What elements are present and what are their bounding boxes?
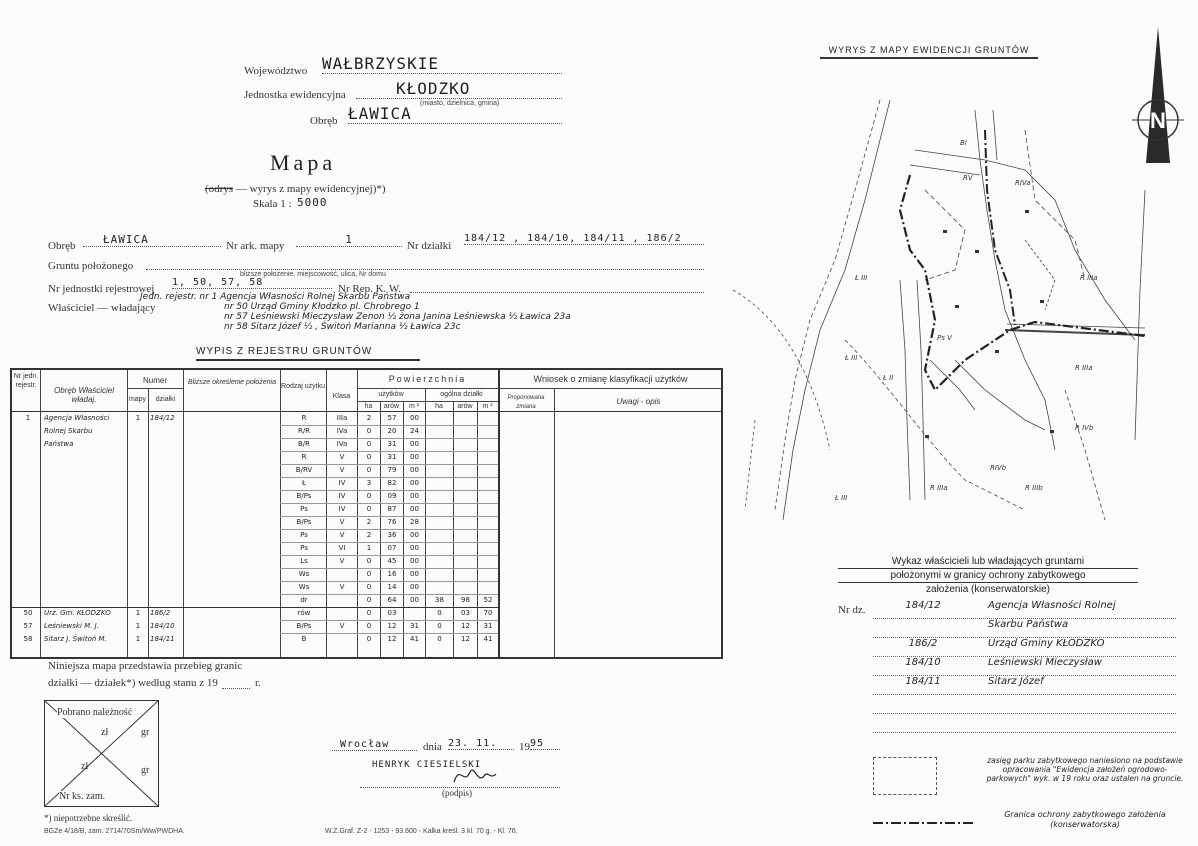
cell-m2: 41 <box>410 635 419 643</box>
gruntu-line <box>146 268 704 270</box>
pobrano-label: Pobrano należność <box>57 707 133 718</box>
cell-klasa: IV <box>338 479 346 487</box>
map-label: R IIIb <box>1025 484 1043 492</box>
row-line <box>280 568 498 569</box>
cell-oha: 0 <box>437 622 442 630</box>
cell-om2: 31 <box>483 622 493 630</box>
row-line <box>280 490 498 491</box>
map-label: Ps V <box>937 334 952 342</box>
sign-name: HENRYK CIESIELSKI <box>372 760 482 770</box>
map-label: RIVb <box>990 464 1007 472</box>
granic-line2: działki — działek*) według stanu z 19 <box>48 677 218 689</box>
col-sep <box>554 388 555 657</box>
cell-ha: 0 <box>366 596 372 604</box>
owners-title-3: założenia (konserwatorskie) <box>926 584 1050 595</box>
cell-m2: 28 <box>410 518 419 526</box>
cell-ha: 0 <box>366 583 372 591</box>
cell-wl: Agencja Własności <box>44 414 110 422</box>
cell-m2: 00 <box>410 544 419 552</box>
hdr-line <box>127 388 183 389</box>
cell-ha: 2 <box>366 531 372 539</box>
cell-rodzaj: Ł <box>302 479 306 487</box>
cell-ar: 82 <box>387 479 397 487</box>
map-label: R IIIa <box>1080 274 1098 282</box>
granic-year-line <box>222 687 250 689</box>
sign-date: 23. 11. <box>448 738 514 750</box>
cell-rodzaj: Ps <box>300 544 308 552</box>
cell-wl: Państwa <box>44 440 74 448</box>
cell-oha: 0 <box>437 609 442 617</box>
cell-m2: 31 <box>410 622 419 630</box>
owner-row <box>873 695 1176 714</box>
hdr-nr-jedn: Nr jedn. rejestr. <box>13 373 39 389</box>
map-heading: WYRYS Z MAPY EWIDENCJI GRUNTÓW <box>820 45 1038 59</box>
hdr-uwagi: Uwagi - opis <box>616 397 661 406</box>
cell-klasa: V <box>339 453 345 461</box>
cell-dz: 186/2 <box>150 609 171 617</box>
cell-wl: Urz. Gm. KŁODZKO <box>44 609 111 617</box>
cell-ar: 07 <box>387 544 397 552</box>
owners-title-2: położonymi w granicy ochrony zabytkowego <box>838 569 1138 583</box>
cell-ar: 31 <box>387 453 397 461</box>
jednostka-value: KŁODZKO <box>356 79 562 99</box>
owner-row <box>873 638 1176 657</box>
cell-oar: 03 <box>461 609 470 617</box>
col-sep <box>498 370 500 657</box>
row-line <box>280 633 498 634</box>
granic-end: r. <box>255 677 261 689</box>
cell-ha: 0 <box>366 440 372 448</box>
owner-line-1: Jedn. rejestr. nr 1 Agencja Własności Rolnej Skarbu Państwa <box>140 292 411 302</box>
cell-ar: 36 <box>387 531 397 539</box>
cell-rodzaj: Ls <box>300 557 308 565</box>
hdr-line <box>357 388 498 389</box>
hdr-obreb: Obręb Właściciel władaj. <box>53 386 114 404</box>
col-sep <box>183 370 184 657</box>
cell-ha: 0 <box>366 492 372 500</box>
cell-ha: 3 <box>366 479 372 487</box>
map-label: Ł III <box>835 494 848 502</box>
cell-m2: 00 <box>410 531 419 539</box>
row-line <box>280 425 498 426</box>
cell-wl: Leśniewski M. J. <box>44 622 99 630</box>
wlasciciel-label: Właściciel — władający <box>48 302 156 314</box>
hdr-ha: ha <box>364 403 373 410</box>
legend-boundary-text: Granica ochrony zabytkowego założenia (konserwatorska) <box>1004 810 1166 829</box>
owner-line-4: nr 58 Sitarz Józef ½ , Świtoń Marianna ½ Ławica 23c <box>224 322 461 332</box>
row-line <box>280 464 498 465</box>
hdr-klasa: Klasa <box>332 393 351 400</box>
cell-rodzaj: Ps <box>300 505 308 513</box>
dzialki-label: Nr działki <box>407 240 452 252</box>
cell-nr: 1 <box>25 414 31 422</box>
cell-oha: 38 <box>435 596 444 604</box>
cell-ar: 16 <box>387 570 397 578</box>
cell-m2: 00 <box>410 570 419 578</box>
cell-mapy: 1 <box>135 622 141 630</box>
cell-rodzaj: Ps <box>300 531 308 539</box>
cell-klasa: V <box>339 531 345 539</box>
cell-ha: 2 <box>366 414 372 422</box>
map-label: RV <box>963 174 973 182</box>
row-line <box>280 503 498 504</box>
cell-wl: Rolnej Skarbu <box>44 427 93 435</box>
owner-name: Urząd Gminy KŁODZKO <box>988 638 1105 649</box>
cell-ha: 0 <box>366 505 372 513</box>
owner-dz: 186/2 <box>908 638 938 649</box>
cell-om2: 41 <box>483 635 493 643</box>
cell-klasa: IIIa <box>336 414 348 422</box>
map-label: Ł II <box>883 374 894 382</box>
cell-klasa: V <box>339 518 345 526</box>
kw-label: Nr Rep. K. W. <box>338 283 401 295</box>
print-left: BGZe 4/18/B, zam. 2714/70Sm/Ww/PWDHA. <box>44 828 185 835</box>
owner-line-3: nr 57 Leśniewski Mieczysław Zenon ½ żona Janina Leśniewska ½ Ławica 23a <box>224 312 571 322</box>
owner-row <box>873 600 1176 619</box>
cell-m2: 24 <box>410 427 419 435</box>
cell-rodzaj: B/R <box>297 440 311 448</box>
dzialki-value: 184/12 , 184/10, 184/11 , 186/2 <box>464 233 704 245</box>
cell-oha: 0 <box>437 635 442 643</box>
cell-rodzaj: rów <box>297 609 311 617</box>
hdr-ogolna: ogólna działki <box>440 391 483 398</box>
cell-klasa: V <box>339 583 345 591</box>
cell-m2: 00 <box>410 440 419 448</box>
cell-klasa: IV <box>338 492 346 500</box>
cell-rodzaj: B/Ps <box>296 492 312 500</box>
cell-rodzaj: B/Ps <box>296 518 312 526</box>
cell-ar: 03 <box>387 609 397 617</box>
cell-ha: 0 <box>366 622 372 630</box>
legend-boundary-line <box>873 818 973 828</box>
hdr-dzialki: działki <box>155 396 176 403</box>
col-sep <box>280 370 281 657</box>
hdr-wniosek: Wniosek o zmianę klasyfikacji użytków <box>533 374 688 384</box>
jednostki-value: 1, 50, 57, 58 <box>172 277 332 289</box>
register-table <box>10 368 723 659</box>
nr-ks-label: Nr ks. zam. <box>59 791 106 802</box>
fee-stamp-box <box>44 700 159 807</box>
cell-rodzaj: B/Ps <box>296 622 312 630</box>
wojewodztwo-label: Województwo <box>244 65 308 77</box>
hdr-mapy: mapy <box>128 396 147 403</box>
owner-row <box>873 714 1176 733</box>
sign-dnia-label: dnia <box>423 741 442 753</box>
hdr-blizsze: Bliższe określenie położenia <box>188 379 276 386</box>
wojewodztwo-value: WAŁBRZYSKIE <box>322 54 562 74</box>
cell-om2: 52 <box>483 596 493 604</box>
cell-ha: 1 <box>366 544 372 552</box>
cell-klasa: V <box>339 622 345 630</box>
cell-m2: 00 <box>410 505 419 513</box>
cell-m2: 00 <box>410 557 419 565</box>
sign-year: 95 <box>530 738 560 750</box>
owners-lines <box>140 292 571 332</box>
owner-row <box>873 657 1176 676</box>
cell-m2: 00 <box>410 596 419 604</box>
owner-line-2: nr 50 Urząd Gminy Kłodzko pl. Chrobrego 1 <box>224 302 420 312</box>
owner-dz: 184/12 <box>905 600 941 611</box>
ark-label: Nr ark. mapy <box>226 240 285 252</box>
owner-name: Leśniewski Mieczysław <box>988 657 1102 668</box>
row-line <box>280 438 498 439</box>
map-label: Ł III <box>855 274 868 282</box>
hdr-line <box>12 411 723 412</box>
sign-year-prefix: 19 <box>519 741 530 753</box>
row-line <box>280 594 498 595</box>
map-label: R IIIa <box>1075 364 1093 372</box>
map-label: R IVb <box>1075 424 1094 432</box>
cell-ar: 64 <box>387 596 397 604</box>
row-line <box>280 581 498 582</box>
subtitle-struck: (odrys <box>205 183 234 195</box>
gr-label-1: gr <box>141 727 150 738</box>
obreb-value: ŁAWICA <box>348 104 562 124</box>
hdr-m2-2: m ² <box>482 403 493 410</box>
row-line <box>280 516 498 517</box>
legend-swatch-park <box>873 757 937 795</box>
cell-ar: 79 <box>387 466 397 474</box>
cell-dz: 184/12 <box>150 414 175 422</box>
row-line <box>280 529 498 530</box>
hdr-arow: arów <box>383 403 400 410</box>
row-line <box>280 477 498 478</box>
cell-m2: 00 <box>410 453 419 461</box>
map-subtitle <box>205 183 386 195</box>
hdr-line <box>498 388 723 389</box>
col-sep <box>148 388 149 657</box>
map-title: Mapa <box>270 150 337 175</box>
zl-label-2: zł <box>81 761 89 772</box>
cell-rodzaj: B/RV <box>295 466 313 474</box>
cell-mapy: 1 <box>135 414 141 422</box>
row-line <box>280 620 498 621</box>
jednostka-hint: (miasto, dzielnica, gmina) <box>420 100 500 107</box>
cell-mapy: 1 <box>135 635 141 643</box>
owner-dz: 184/11 <box>905 676 941 687</box>
cell-ha: 2 <box>366 518 372 526</box>
cell-m2: 00 <box>410 583 419 591</box>
footnote: *) niepotrzebne skreślić. <box>44 813 133 823</box>
north-letter: N <box>1150 108 1166 133</box>
cell-ha: 0 <box>366 466 372 474</box>
scale-label: Skala 1 : <box>253 198 292 210</box>
owner-name: Sitarz Józef <box>988 676 1044 687</box>
cell-dz: 184/10 <box>150 622 175 630</box>
cell-klasa: IVa <box>336 440 348 448</box>
hdr-proponowana: Proponowana zmiana <box>507 395 545 410</box>
jednostka-label: Jednostka ewidencyjna <box>244 89 346 101</box>
cell-ar: 14 <box>387 583 397 591</box>
row-line <box>12 607 498 608</box>
cell-dz: 184/11 <box>150 635 175 643</box>
cell-ar: 76 <box>387 518 397 526</box>
cell-ha: 0 <box>366 453 372 461</box>
scale-value: 5000 <box>297 196 328 209</box>
cell-rodzaj: dr <box>300 596 308 604</box>
map-label: R IIIa <box>930 484 948 492</box>
cell-rodzaj: Ws <box>298 583 310 591</box>
print-mid: W.Z.Graf. Z-2 - 1253 - 93.600 - Kalka kreśl. 3 kl. 70 g. - Kl. 76. <box>325 828 518 835</box>
owner-name: Skarbu Państwa <box>988 619 1069 630</box>
owner-row <box>873 676 1176 695</box>
signature-scribble <box>450 762 500 788</box>
cell-ha: 0 <box>366 609 372 617</box>
cell-ar: 12 <box>387 635 397 643</box>
cell-ar: 20 <box>387 427 397 435</box>
cell-rodzaj: R <box>301 414 307 422</box>
gr-label-2: gr <box>141 765 150 776</box>
legend-park-text: zasięg parku zabytkowego naniesiono na podstawie opracowania "Ewidencja założeń ogrodowo-parkowych" wyk. w 19 roku oraz ustalen na gruncie. <box>986 756 1184 783</box>
cell-klasa: V <box>339 557 345 565</box>
hdr-arow2: arów <box>457 403 473 410</box>
owner-dz: 184/10 <box>905 657 941 668</box>
row-line <box>280 451 498 452</box>
map-label: Bi <box>960 139 967 147</box>
granic-line1: Niniejsza mapa przedstawia przebieg granic <box>48 660 243 672</box>
cell-klasa: IVa <box>336 427 348 435</box>
row-line <box>280 542 498 543</box>
cell-rodzaj: Ws <box>298 570 310 578</box>
hdr-numer: Numer <box>142 376 167 385</box>
cell-oar: 12 <box>461 622 470 630</box>
cell-rodzaj: R <box>301 453 307 461</box>
gruntu-label: Gruntu położonego <box>48 260 134 272</box>
owner-name: Agencja Własności Rolnej <box>988 600 1116 611</box>
gruntu-hint: bliższe położenie, miejscowość, ulica, Nr domu <box>240 271 386 278</box>
sign-place: Wrocław <box>332 739 417 751</box>
cell-nr: 50 <box>23 609 33 617</box>
cell-nr: 57 <box>23 622 33 630</box>
zl-label-1: zł <box>101 727 109 738</box>
col-sep <box>40 370 41 657</box>
cell-m2: 00 <box>410 466 419 474</box>
cell-oar: 12 <box>461 635 470 643</box>
owners-title-1: Wykaz właścicieli lub władających gruntami <box>838 555 1138 569</box>
cell-ha: 0 <box>366 427 372 435</box>
map-label: RIVa <box>1015 179 1031 187</box>
cell-klasa: V <box>339 466 345 474</box>
owners-title <box>838 555 1138 596</box>
cell-rodzaj: R/R <box>297 427 311 435</box>
hdr-powierzchnia: Powierzchnia <box>388 374 467 384</box>
cell-om2: 70 <box>483 609 493 617</box>
ark-value: 1 <box>296 233 402 247</box>
hdr-ha2: ha <box>435 403 443 410</box>
cell-ar: 09 <box>387 492 397 500</box>
cell-ha: 0 <box>366 557 372 565</box>
cell-ha: 0 <box>366 635 372 643</box>
cell-oar: 98 <box>461 596 470 604</box>
register-title: WYPIS Z REJESTRU GRUNTÓW <box>196 346 420 361</box>
hdr-rodzaj: Rodzaj użytku <box>281 383 325 390</box>
hdr-m2: m ² <box>408 403 420 410</box>
sign-podpis: (podpis) <box>442 788 472 798</box>
subtitle-rest: — wyrys z mapy ewidencyjnej)*) <box>233 183 386 195</box>
cell-klasa: IV <box>338 505 346 513</box>
cell-wl: Sitarz J. Świtoń M. <box>44 635 107 643</box>
obreb-label: Obręb <box>310 115 338 127</box>
cell-mapy: 1 <box>135 609 141 617</box>
cell-ar: 87 <box>387 505 397 513</box>
cell-m2: 00 <box>410 414 419 422</box>
cell-ar: 31 <box>387 440 397 448</box>
cell-ar: 45 <box>387 557 397 565</box>
map-label: Ł III <box>845 354 858 362</box>
cell-ha: 0 <box>366 570 372 578</box>
cell-ar: 57 <box>387 414 397 422</box>
cell-m2: 00 <box>410 492 419 500</box>
cell-nr: 58 <box>23 635 33 643</box>
cell-klasa: VI <box>338 544 346 552</box>
owners-nr-dz-label: Nr dz. <box>838 604 866 616</box>
cell-rodzaj: B <box>301 635 307 643</box>
owner-row <box>873 619 1176 638</box>
row-line <box>280 555 498 556</box>
form-obreb-value: ŁAWICA <box>83 233 221 247</box>
parcel-map <box>725 90 1185 540</box>
jednostki-label: Nr jednostki rejestrowej <box>48 283 155 295</box>
cell-ar: 12 <box>387 622 397 630</box>
cell-m2: 00 <box>410 479 419 487</box>
hdr-uzytkow: użytków <box>378 391 404 398</box>
form-obreb-label: Obręb <box>48 240 76 252</box>
